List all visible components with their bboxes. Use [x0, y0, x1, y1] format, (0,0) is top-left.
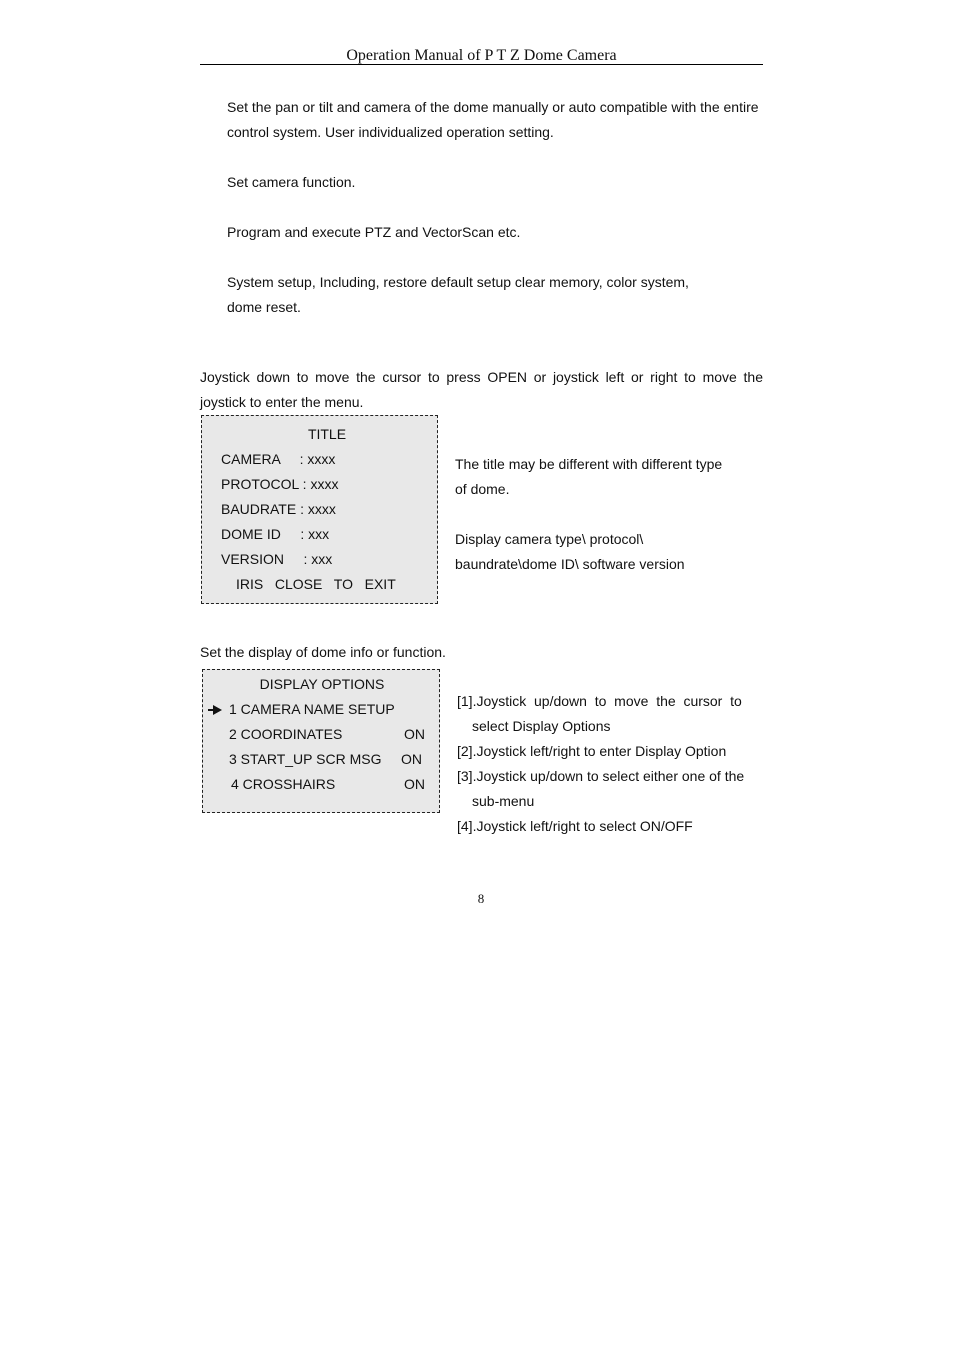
info-menu-box: [201, 415, 438, 604]
info-note-1-line2: of dome.: [455, 481, 510, 497]
intro-paragraph-4: [227, 270, 787, 320]
intro-p1-line1: Set the pan or tilt and camera of the dome manually or auto compatible with the entire: [227, 99, 759, 115]
section1-text-line2: joystick to enter the menu.: [200, 394, 364, 410]
info-menu-note-1: [455, 452, 755, 502]
intro-paragraph-2: Set camera function.: [227, 174, 356, 190]
display-options-box: [202, 669, 440, 813]
display-option-item-1: 1 CAMERA NAME SETUP: [229, 701, 395, 717]
intro-paragraph-3: Program and execute PTZ and VectorScan etc.: [227, 224, 521, 240]
step-1-line1: [1].Joystick up/down to move the cursor to: [457, 693, 742, 709]
section1-text: [200, 365, 763, 415]
intro-paragraph-1: [227, 95, 787, 145]
info-note-2-line2: baundrate\dome ID\ software version: [455, 556, 685, 572]
step-3-line1: [3].Joystick up/down to select either one of the: [457, 768, 745, 784]
step-2: [2].Joystick left/right to enter Display Option: [457, 743, 727, 759]
intro-p4-line2: dome reset.: [227, 299, 301, 315]
header-rule: [200, 64, 763, 65]
info-menu-protocol: PROTOCOL : xxxx: [221, 476, 339, 492]
display-options-steps: [457, 689, 757, 839]
step-1-line2: select Display Options: [472, 718, 611, 734]
step-3-line2: sub-menu: [472, 793, 535, 809]
info-note-1-line1: The title may be different with different type: [455, 456, 723, 472]
info-note-2-line1: Display camera type\ protocol\: [455, 531, 644, 547]
page-number: 8: [477, 891, 485, 906]
display-option-item-3-value: ON: [401, 751, 422, 767]
info-menu-title: TITLE: [307, 426, 347, 442]
display-option-item-2-value: ON: [404, 726, 425, 742]
header-title: Operation Manual of P T Z Dome Camera: [346, 47, 617, 64]
info-menu-baudrate: BAUDRATE : xxxx: [221, 501, 336, 517]
info-menu-footer: IRIS CLOSE TO EXIT: [236, 576, 396, 592]
intro-p1-line2: control system. User individualized operation setting.: [227, 124, 554, 140]
display-option-item-4: 4 CROSSHAIRS: [231, 776, 336, 792]
section1-text-line1: Joystick down to move the cursor to press OPEN or joystick left or right to move the: [200, 369, 763, 385]
section2-text: Set the display of dome info or function.: [200, 644, 446, 660]
step-4: [4].Joystick left/right to select ON/OFF: [457, 818, 693, 834]
display-option-item-3: 3 START_UP SCR MSG: [229, 751, 382, 767]
info-menu-version: VERSION : xxx: [221, 551, 333, 567]
cursor-arrow-icon: [213, 705, 222, 715]
info-menu-camera: CAMERA : xxxx: [221, 451, 336, 467]
info-menu-note-2: [455, 527, 755, 577]
intro-p4-line1: System setup, Including, restore default setup clear memory, color system,: [227, 274, 689, 290]
display-option-item-4-value: ON: [404, 776, 425, 792]
info-menu-dome-id: DOME ID : xxx: [221, 526, 330, 542]
display-option-item-2: 2 COORDINATES: [229, 726, 343, 742]
display-options-title: DISPLAY OPTIONS: [259, 676, 385, 692]
